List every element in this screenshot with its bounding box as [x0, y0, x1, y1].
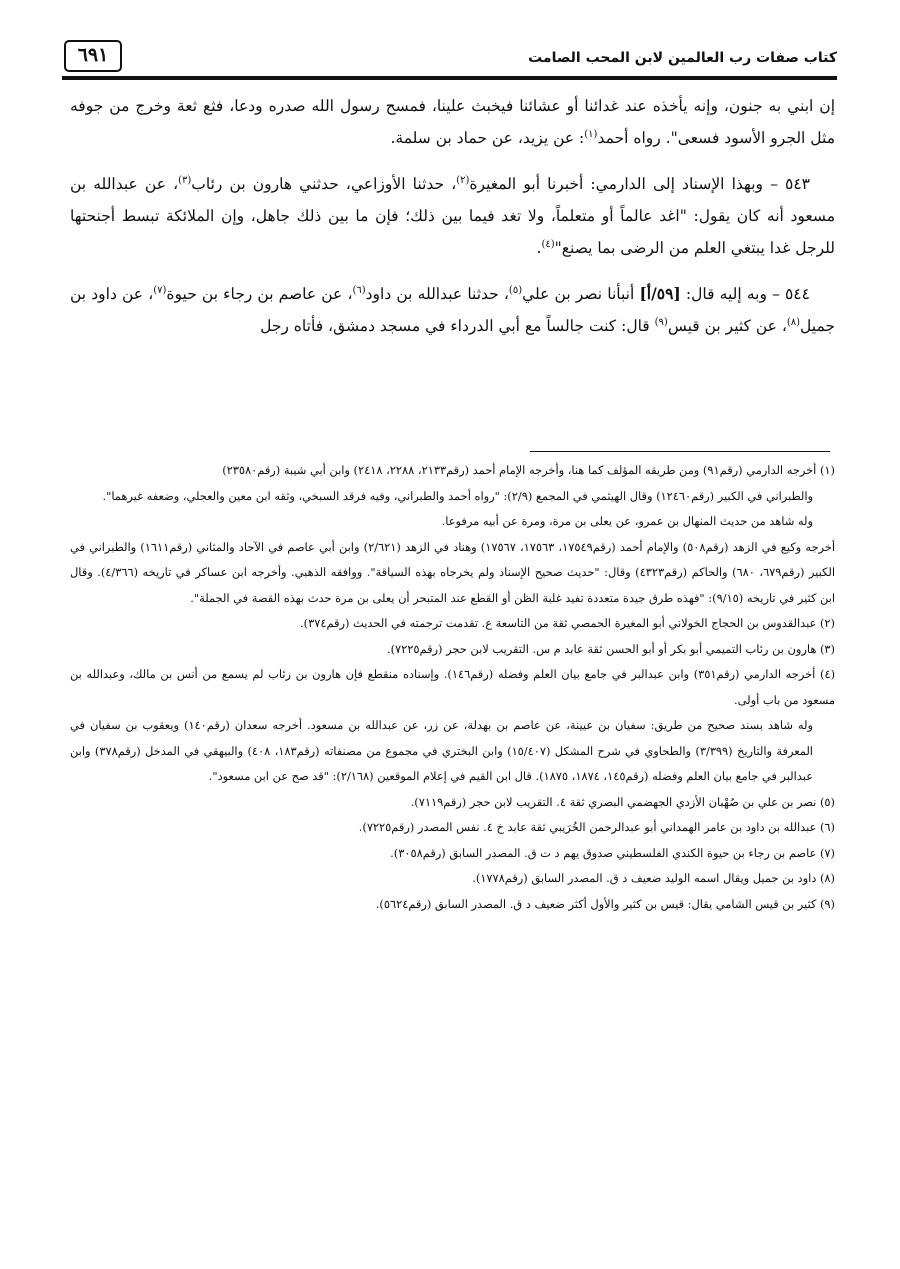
page-header — [62, 40, 837, 74]
paragraph-continued — [70, 90, 835, 154]
hadith-text: ، حدثنا الأوزاعي، حدثني هارون بن رئاب — [191, 175, 457, 193]
footnote-1: (١) أخرجه الدارمي (رقم٩١) ومن طريقه المؤلف كما هنا، وأخرجه الإمام أحمد (رقم٢١٣٣، ٢٢٨٨، ٢٤١٨) وابن أبي شيبة (رقم٢٣٥٨٠) — [222, 463, 835, 477]
main-text — [70, 90, 835, 356]
footnote-7: (٧) عاصم بن رجاء بن حيوة الكندي الفلسطيني صدوق يهم د ت ق. المصدر السابق (رقم٣٠٥٨). — [390, 845, 835, 860]
hadith-text: ، عن عاصم بن رجاء بن حيوة — [166, 285, 353, 303]
footnote-4-witness: وله شاهد بسند صحيح من طريق: سفيان بن عيينة، عن عاصم بن بهدلة، عن زر، عن عبدالله بن مسعود. أخرجه سعدان (رقم١٤٠) ويعقوب بن سفيان في المعرفة والتاريخ (٣/٣٩٩) والطحاوي في شرح المشكل (١٥/٤٠٧) وابن البختري في مجموع من مصنفاته (رقم١٨٣، ٤٠٨) والبيهقي في المدخل (رقم٣٧٨) وابن عبدالبر في جامع بيان العلم وفضله (رقم١٤٥، ١٨٧٤، ١٨٧٥). قال ابن القيم في إعلام الموقعين (٢/١٦٨): "قد صح عن ابن مسعود". — [70, 718, 813, 783]
footnote-3: (٣) هارون بن رئاب التميمي أبو بكر أو أبو الحسن ثقة عابد م س. التقريب لابن حجر (رقم٧٢٢٥). — [386, 641, 835, 656]
footnote-ref: (٩) — [654, 316, 668, 328]
footnote-6: (٦) عبدالله بن داود بن عامر الهمداني أبو عبدالرحمن الخُرَيبي ثقة عابد خ ٤. نفس المصدر (رقم٧٢٢٥). — [358, 820, 835, 834]
hadith-text: ٥٤٣ – وبهذا الإسناد إلى الدارمي: أخبرنا أبو المغيرة — [469, 175, 810, 193]
footnote-8: (٨) داود بن جميل ويقال اسمه الوليد ضعيف د ق. المصدر السابق (رقم١٧٧٨). — [472, 871, 835, 885]
footnote-separator — [530, 451, 830, 452]
footnote-1-witness: وله شاهد من حديث المنهال بن عمرو، عن يعلى بن مرة، ومرة عن أبيه مرفوعا. — [441, 514, 813, 528]
footnote-ref: (٦) — [352, 284, 366, 296]
hadith-543 — [70, 168, 835, 264]
paragraph-text: إن ابني به جنون، وإنه يأخذه عند غدائنا أو عشائنا فيخبث علينا، فمسح رسول الله صدره ودعا، فثع ثعة وخرج من جوفه مثل الجرو الأسود فسعى". رواه أحمد — [70, 97, 835, 147]
hadith-text: ، حدثنا عبدالله بن داود — [365, 285, 509, 303]
hadith-text: ، عن داود بن جميل — [70, 285, 835, 335]
hadith-text: قال: كنت جالساً مع أبي الدرداء في مسجد دمشق، فأتاه رجل — [260, 317, 655, 335]
footnote-ref: (٣) — [178, 174, 192, 186]
footnote-ref: (٥) — [508, 284, 523, 296]
hadith-text: . — [536, 239, 542, 257]
footnote-ref: (١) — [584, 128, 598, 140]
page-number: ٦٩١ — [64, 40, 122, 72]
footnote-ref: (٢) — [456, 174, 470, 186]
book-title: كتاب صفات رب العالمين لابن المحب الصامت — [528, 50, 837, 66]
footnote-ref: (٤) — [541, 238, 555, 250]
paragraph-text: : عن يزيد، عن حماد بن سلمة. — [390, 129, 585, 147]
hadith-text: ٥٤٤ – وبه إليه قال: — [680, 285, 810, 303]
footnote-9: (٩) كثير بن قيس الشامي يقال: قيس بن كثير والأول أكثر ضعيف د ق. المصدر السابق (رقم٥٦٢٤). — [375, 896, 835, 911]
footnote-ref: (٨) — [786, 316, 801, 328]
footnote-2: (٢) عبدالقدوس بن الحجاج الخولاني أبو المغيرة الحمصي ثقة من التاسعة ع. تقدمت ترجمته في الحديث (رقم٣٧٤). — [300, 616, 835, 630]
footnote-1-continued: والطبراني في الكبير (رقم١٢٤٦٠) وقال الهيثمي في المجمع (٢/٩): "رواه أحمد والطبراني، وفيه فرقد السبخي، وثقه ابن معين والعجلي، وضعفه غيرهما". — [102, 488, 813, 503]
hadith-text: ، عن عبدالله بن مسعود أنه كان يقول: "اغد عالماً أو متعلماً، ولا تغد فيما بين ذلك؛ فإن ما بين ذلك جاهل، وإن الملائكة تبسط أجنحتها للرجل غدا يبتغي العلم من الرضى بما يصنع" — [70, 175, 835, 257]
hadith-text: ، عن كثير بن قيس — [667, 317, 787, 335]
footnote-ref: (٧) — [153, 284, 167, 296]
footnote-1-takhrij: أخرجه وكيع في الزهد (رقم٥٠٨) والإمام أحمد (رقم١٧٥٤٩، ١٧٥٦٣، ١٧٥٦٧) وهناد في الزهد (٢/٦٢١) وابن أبي عاصم في الآحاد والمثاني (رقم١٦١١) والطبراني في الكبير (رقم٦٧٩، ٦٨٠) والحاكم (رقم٤٣٢٣) وقال: "حديث صحيح الإسناد ولم يخرجاه بهذه السياقة". ووافقه الذهبي. وأخرجه ابن عساكر في تاريخه (٤/٣٦٦). وقال ابن كثير في تاريخه (٩/١٥): "فهذه طرق جيدة متعددة تفيد غلبة الظن أو القطع عند المتبحر أن يعلى بن مرة حدث بهذه القصة في الجملة". — [70, 539, 835, 605]
header-divider — [62, 76, 837, 80]
hadith-text: أنبأنا نصر بن علي — [522, 285, 640, 303]
folio-marker: [٥٩/أ] — [639, 284, 681, 303]
footnote-5: (٥) نصر بن علي بن صُهْبان الأزدي الجهضمي البصري ثقة ٤. التقريب لابن حجر (رقم٧١١٩). — [410, 794, 835, 809]
footnote-4: (٤) أخرجه الدارمي (رقم٣٥١) وابن عبدالبر في جامع بيان العلم وفضله (رقم١٤٦). وإسناده منقطع فإن هارون بن رئاب لم يسمع من أنس بن مالك، وعبدالله بن مسعود من باب أولى. — [70, 667, 836, 707]
footnotes — [70, 458, 835, 917]
hadith-544 — [70, 278, 835, 342]
